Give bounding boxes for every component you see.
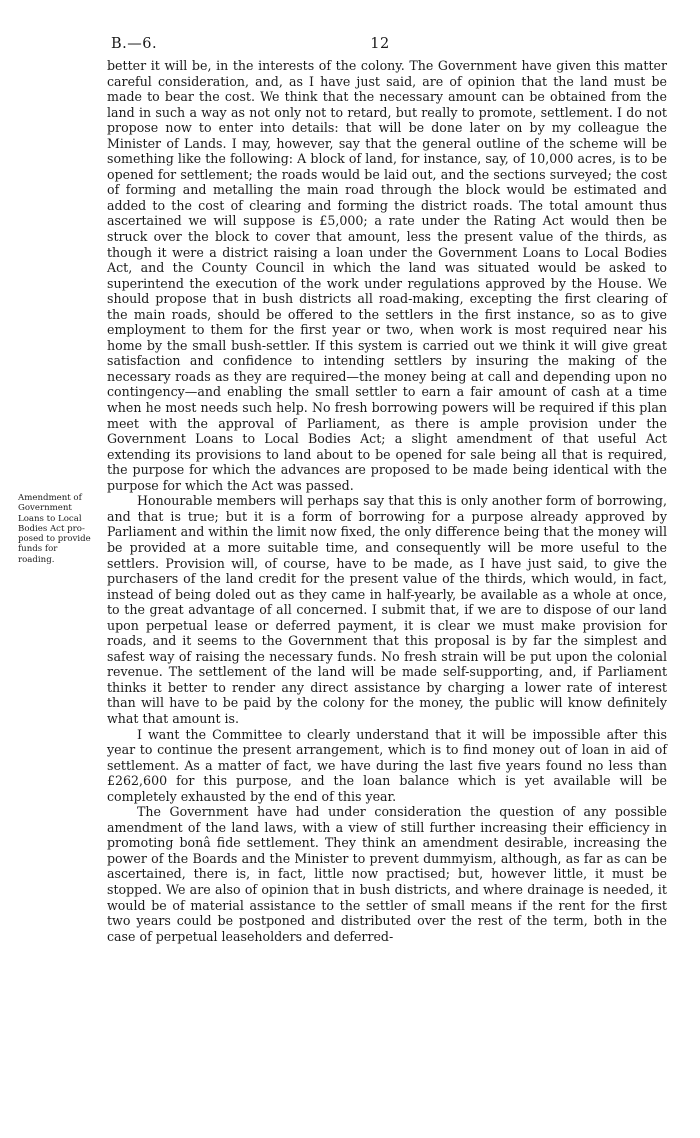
page-number: 12 <box>370 36 390 52</box>
margin-note-line: Amendment of <box>18 493 82 503</box>
margin-note-line: Bodies Act pro- <box>18 523 85 534</box>
paragraph-4: The Government have had under consideration the question of any possible amendment of the land laws, with a view of still further increasing their efficiency in promoting bonâ fide settlement. They think an amendment desirable, increasing the power of the Boards and the Minister to prevent dummyism, although, as far as can be ascertained, there is, in fact, little now practised; but, however little, it must be stopped. We are also of opinion that in bush districts, and where drainage is needed, it would be of material assistance to the settler of small means if the rent for the first two years could be postponed and distributed over the rest of the term, both in the case of perpetual leaseholders and deferred- <box>107 804 667 944</box>
margin-note <box>18 493 100 565</box>
paragraph-2: Honourable members will perhaps say that this is only another form of borrowing, and that is true; but it is a form of borrowing for a purpose already approved by Parliament and within the limit now fixed, the only difference being that the money will be provided at a more suitable time, and consequently will be more useful to the settlers. Provision will, of course, have to be made, as I have just said, to give the purchasers of the land credit for the present value of the thirds, which would, in fact, instead of being doled out as they came in half-yearly, be available as a whole at once, to the great advantage of all concerned. I submit that, if we are to dispose of our land upon perpetual lease or deferred payment, it is clear we must make provision for roads, and it seems to the Government that this proposal is by far the simplest and safest way of raising the necessary funds. No fresh strain will be put upon the colonial revenue. The settlement of the land will be made self-supporting, and, if Parliament thinks it better to render any direct assistance by charging a lower rate of interest than will have to be paid by the colony for the money, the public will know definitely what that amount is. <box>107 493 667 726</box>
paragraph-3: I want the Committee to clearly understand that it will be impossible after this year to continue the present arrangement, which is to find money out of loan in aid of settlement. As a matter of fact, we have during the last five years found no less than £262,600 for this purpose, and the loan balance which is yet available will be completely exhausted by the end of this year. <box>107 726 667 804</box>
margin-note-line: posed to provide <box>18 534 91 545</box>
document-reference: B.—6. <box>111 36 158 52</box>
margin-note-line: funds for <box>18 544 58 555</box>
margin-note-line: Loans to Local <box>18 513 82 524</box>
paragraph-1: better it will be, in the interests of the colony. The Government have given this matter careful consideration, and, as I have just said, are of opinion that the land must be made to bear the cost. We think that the necessary amount can be obtained from the land in such a way as not only not to retard, but really to promote, settlement. I do not propose now to enter into details: that will be done later on by my colleague the Minister of Lands. I may, however, say that the general outline of the scheme will be something like the following: A block of land, for instance, say, of 10,000 acres, is to be opened for settlement; the roads would be laid out, and the sections surveyed; the cost of forming and metalling the main road through the block would be estimated and added to the cost of clearing and forming the district roads. The total amount thus ascertained we will suppose is £5,000; a rate under the Rating Act would then be struck over the block to cover that amount, less the present value of the thirds, as though it were a district raising a loan under the Government Loans to Local Bodies Act, and the County Council in which the land was situated would be asked to superintend the execution of the work under regulations approved by the House. We should propose that in bush districts all road-making, excepting the first clearing of the main roads, should be offered to the settlers in the first instance, so as to give employment to them for the first year or two, when work is most required near his home by the small bush-settler. If this system is carried out we think it will give great satisfaction and confidence to intending settlers by insuring the making of the necessary roads as they are required—the money being at call and depending upon no contingency—and enabling the small settler to earn a fair amount of cash at a time when he most needs such help. No fresh borrowing powers will be required if this plan meet with the approval of Parliament, as there is ample provision under the Government Loans to Local Bodies Act; a slight amendment of that useful Act extending its provisions to land about to be opened for sale being all that is required, the purpose for which the advances are proposed to be made being identical with the purpose for which the Act was passed. <box>107 58 667 493</box>
margin-note-line: Government <box>18 503 72 514</box>
body-text <box>107 58 667 944</box>
margin-note-line: roading. <box>18 554 55 565</box>
